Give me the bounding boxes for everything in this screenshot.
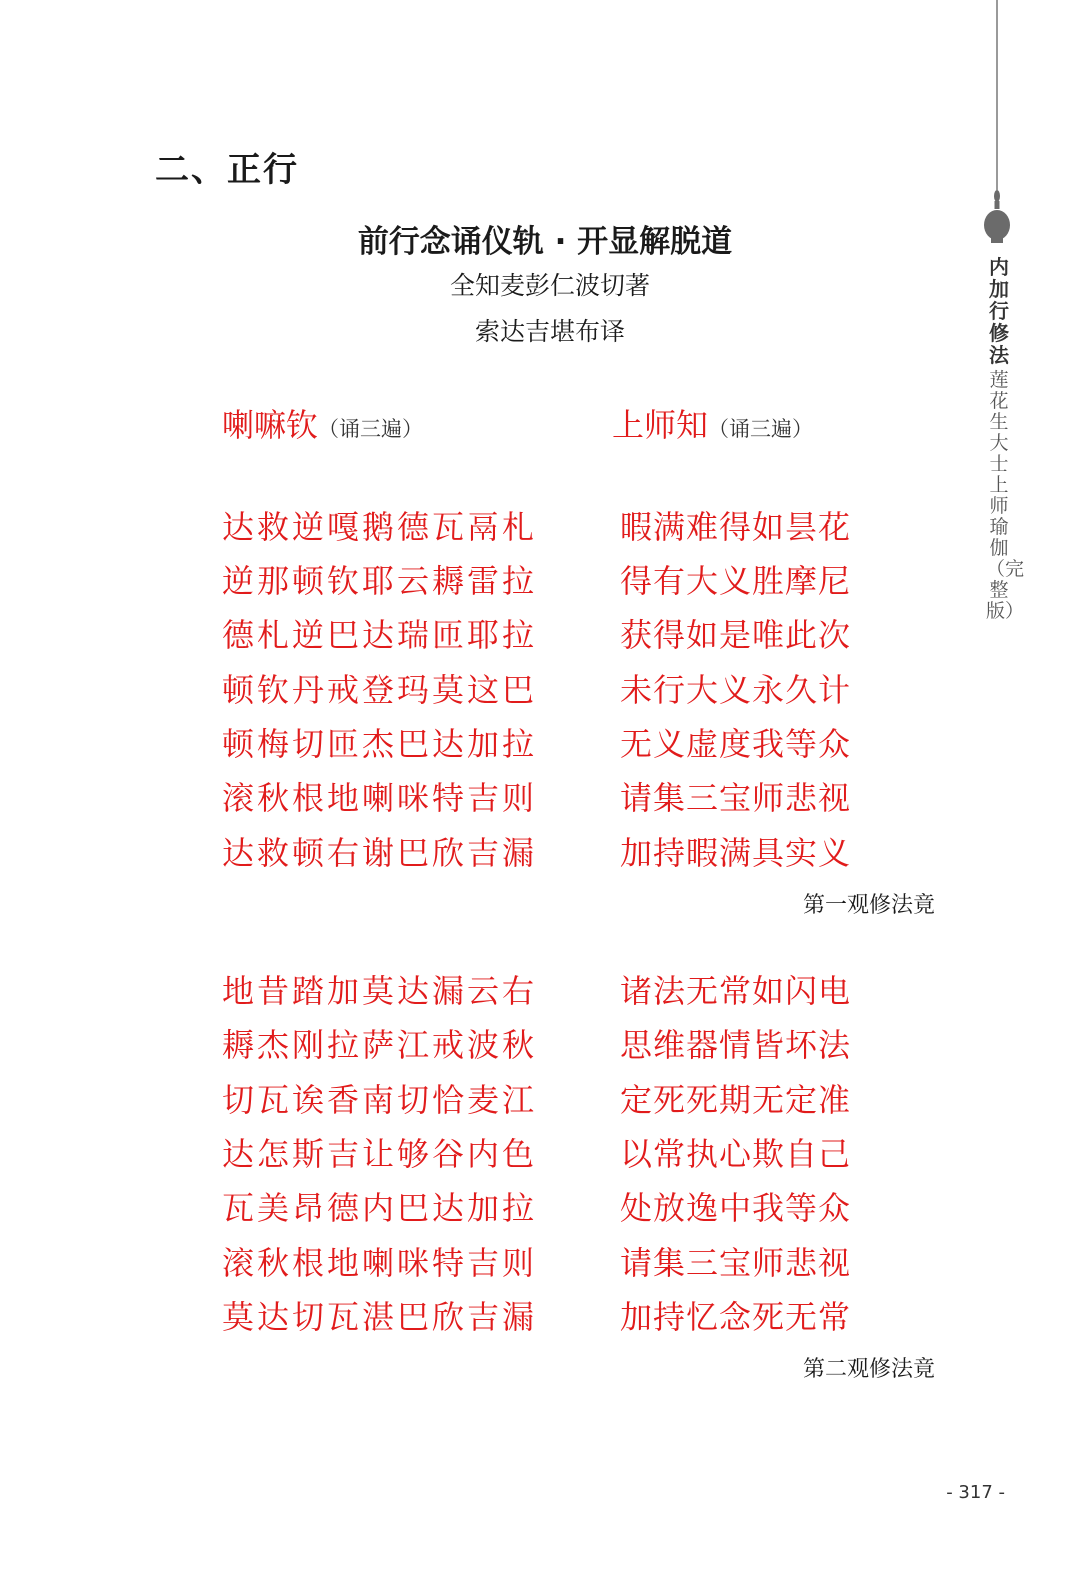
tibetan-line: 耨杰刚拉萨江戒波秋 — [222, 1026, 538, 1064]
book-subtitle-vertical: 莲花生大士上师瑜伽（完整版） — [986, 369, 1025, 622]
section-end-note: 第二观修法竟 — [802, 1357, 935, 1382]
tibetan-line: 滚秋根地喇咪特吉则 — [222, 1244, 538, 1282]
tibetan-line: 达救顿右谢巴欣吉漏 — [222, 834, 538, 872]
chinese-line: 加持忆念死无常 — [620, 1298, 852, 1336]
chinese-header-note: （诵三遍） — [708, 417, 814, 441]
page-title: 前行念诵仪轨 · 开显解脱道 — [357, 224, 733, 260]
chinese-line: 暇满难得如昙花 — [620, 508, 852, 546]
chinese-column-header — [612, 400, 813, 446]
chinese-line: 定死死期无定准 — [620, 1081, 852, 1119]
tibetan-line: 瓦美昂德内巴达加拉 — [222, 1189, 538, 1227]
chinese-line: 无义虚度我等众 — [620, 725, 852, 763]
tibetan-line: 地昔踏加莫达漏云右 — [222, 972, 538, 1010]
chinese-line: 以常执心欺自己 — [620, 1135, 852, 1173]
section-end-note: 第一观修法竟 — [802, 893, 935, 918]
tibetan-line: 切瓦诶香南切恰麦江 — [222, 1081, 538, 1119]
tibetan-column-header — [222, 400, 423, 446]
tibetan-line: 德札逆巴达瑞匝耶拉 — [222, 616, 538, 654]
tibetan-line: 顿梅切匝杰巴达加拉 — [222, 725, 538, 763]
chinese-line: 诸法无常如闪电 — [620, 972, 852, 1010]
chinese-line: 请集三宝师悲视 — [620, 1244, 852, 1282]
tibetan-line: 达怎斯吉让够谷内色 — [222, 1135, 538, 1173]
tibetan-line: 顿钦丹戒登玛莫这巴 — [222, 671, 538, 709]
tibetan-line: 滚秋根地喇咪特吉则 — [222, 779, 538, 817]
chinese-line: 加持暇满具实义 — [620, 834, 852, 872]
tibetan-line: 莫达切瓦湛巴欣吉漏 — [222, 1298, 538, 1336]
vase-ornament-icon — [982, 188, 1012, 250]
chinese-header-text: 上师知 — [612, 406, 709, 444]
chinese-line: 处放逸中我等众 — [620, 1189, 852, 1227]
page-number: - 317 - — [946, 1482, 1005, 1503]
tibetan-header-text: 喇嘛钦 — [222, 406, 319, 444]
section-heading: 二、正行 — [155, 150, 299, 190]
chinese-line: 思维器情皆坏法 — [620, 1026, 852, 1064]
chinese-line: 请集三宝师悲视 — [620, 779, 852, 817]
author-line: 全知麦彭仁波切著 — [449, 271, 650, 300]
translator-line: 索达吉堪布译 — [474, 317, 625, 346]
side-rail-line — [996, 0, 998, 190]
chinese-line: 得有大义胜摩尼 — [620, 562, 852, 600]
tibetan-line: 达救逆嘎鹅德瓦鬲札 — [222, 508, 538, 546]
tibetan-header-note: （诵三遍） — [318, 417, 424, 441]
chinese-line: 获得如是唯此次 — [620, 616, 852, 654]
book-title-vertical: 内加行修法 — [989, 255, 1009, 367]
chinese-line: 未行大义永久计 — [620, 671, 852, 709]
tibetan-line: 逆那顿钦耶云耨雷拉 — [222, 562, 538, 600]
